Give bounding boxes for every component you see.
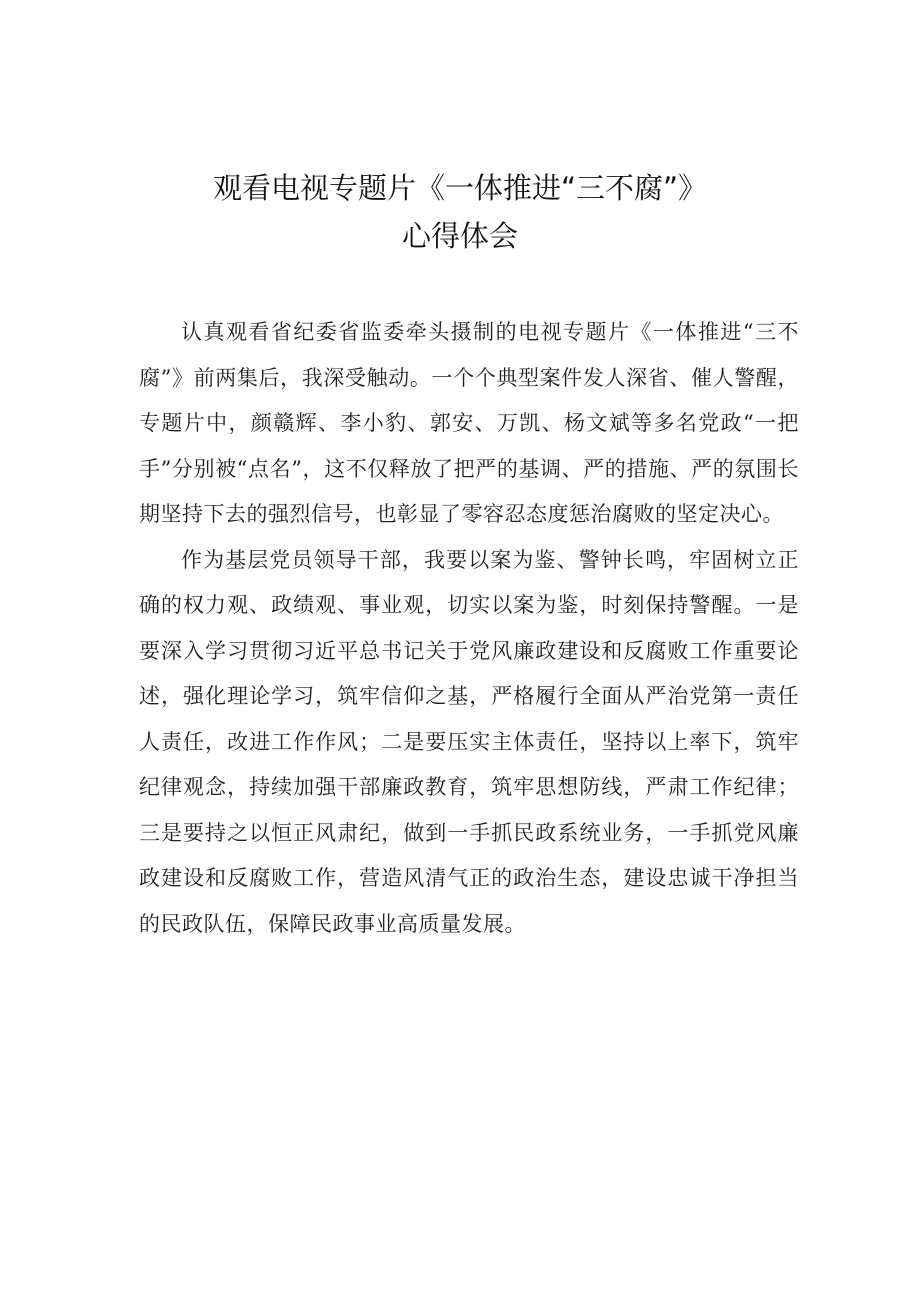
document-body bbox=[139, 310, 799, 947]
title-line-2: 心得体会 bbox=[401, 219, 518, 253]
paragraph-1: 认真观看省纪委省监委牵头摄制的电视专题片《一体推进“三不腐”》前两集后，我深受触动。一个个典型案件发人深省、催人警醒，专题片中，颜赣辉、李小豹、郭安、万凯、杨文斌等多名党政“一把手”分别被“点名”，这不仅释放了把严的基调、严的措施、严的氛围长期坚持下去的强烈信号，也彰显了零容忍态度惩治腐败的坚定决心。 bbox=[139, 320, 799, 526]
title-line-1: 观看电视专题片《一体推进“三不腐”》 bbox=[212, 171, 708, 205]
document-title bbox=[120, 164, 800, 260]
paragraph-2: 作为基层党员领导干部，我要以案为鉴、警钟长鸣，牢固树立正确的权力观、政绩观、事业观，切实以案为鉴，时刻保持警醒。一是要深入学习贯彻习近平总书记关于党风廉政建设和反腐败工作重要论述，强化理论学习，筑牢信仰之基，严格履行全面从严治党第一责任人责任，改进工作作风；二是要压实主体责任，坚持以上率下，筑牢纪律观念，持续加强干部廉政教育，筑牢思想防线，严肃工作纪律；三是要持之以恒正风肃纪，做到一手抓民政系统业务，一手抓党风廉政建设和反腐败工作，营造风清气正的政治生态，建设忠诚干净担当的民政队伍，保障民政事业高质量发展。 bbox=[139, 547, 799, 936]
